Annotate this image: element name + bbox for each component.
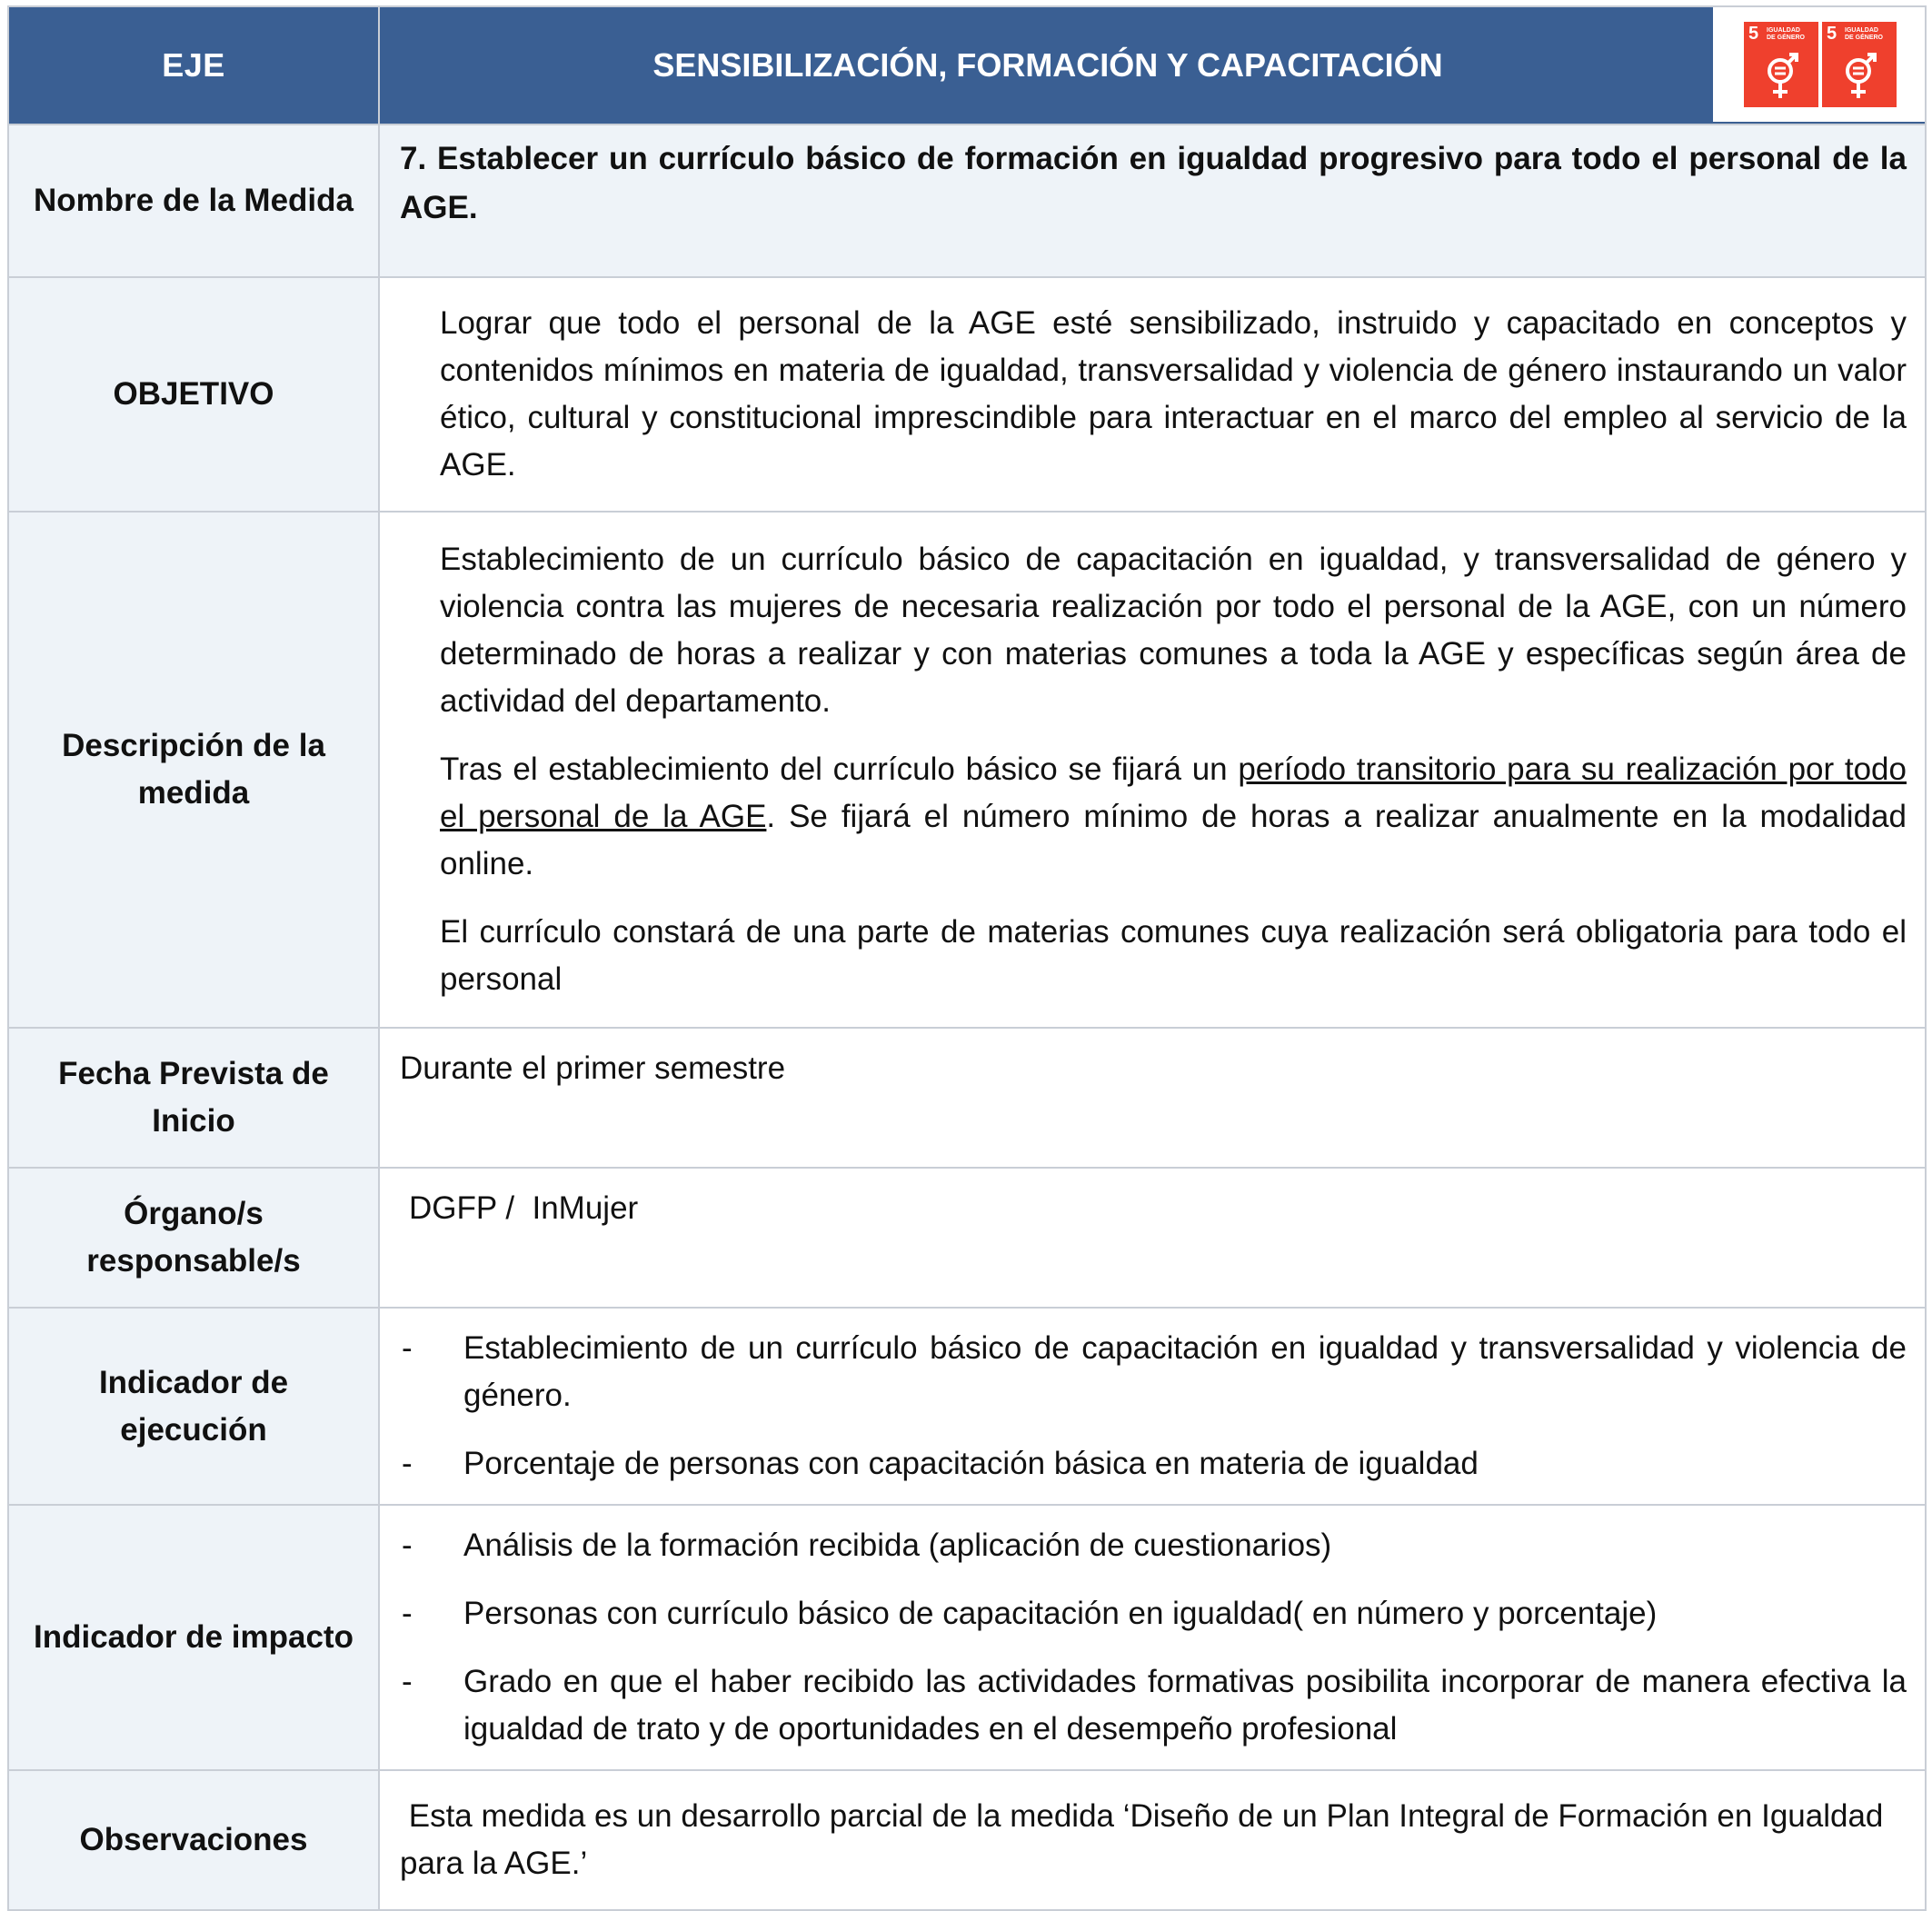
eje-header: EJE: [8, 6, 379, 124]
sdg-number: 5: [1748, 24, 1759, 44]
row-objetivo: [8, 277, 1926, 512]
list-item: - Establecimiento de un currículo básico de capacitación en igualdad y transversalidad y violencia de género.: [402, 1330, 1907, 1413]
measure-name: 7. Establecer un currículo básico de formación en igualdad progresivo para todo el personal de la AGE.: [379, 124, 1926, 277]
sdg-logos: [1713, 7, 1925, 122]
label-objetivo: OBJETIVO: [8, 277, 379, 512]
organo-value: DGFP / InMujer: [379, 1168, 1926, 1308]
label-nombre: Nombre de la Medida: [8, 124, 379, 277]
label-descripcion: Descripción de la medida: [8, 512, 379, 1028]
axis-header: [379, 6, 1926, 124]
descripcion-p2: Tras el establecimiento del currículo básico se fijará un período transitorio para su realización por todo el personal de la AGE. Se fijará el número mínimo de horas a realizar anualmente en la modalidad online.: [440, 751, 1907, 881]
objetivo-text: Lograr que todo el personal de la AGE esté sensibilizado, instruido y capacitado en conceptos y contenidos mínimos en materia de igualdad, transversalidad y violencia de género instaurando un valor ético, cultural y constitucional imprescindible para interactuar en el marco del empleo al servicio de la AGE.: [440, 305, 1907, 483]
gender-equality-icon: [1842, 51, 1878, 104]
label-indicador-impacto: Indicador de impacto: [8, 1505, 379, 1770]
measure-table: [7, 5, 1927, 1911]
row-organo: [8, 1168, 1926, 1308]
label-observaciones: Observaciones: [8, 1770, 379, 1910]
descripcion-p1: Establecimiento de un currículo básico de capacitación en igualdad, y transversalidad de género y violencia contra las mujeres de necesaria realización por todo el personal de la AGE, con un número determinado de horas a realizar y con materias comunes a toda la AGE y específicas según área de actividad del departamento.: [440, 542, 1907, 719]
row-nombre: [8, 124, 1926, 277]
label-fecha: Fecha Prevista de Inicio: [8, 1028, 379, 1168]
fecha-value: Durante el primer semestre: [379, 1028, 1926, 1168]
header-row: [8, 6, 1926, 124]
indicador-ejecucion-list: [379, 1308, 1926, 1505]
row-indicador-ejecucion: [8, 1308, 1926, 1505]
label-indicador-ejecucion: Indicador de ejecución: [8, 1308, 379, 1505]
sdg-number: 5: [1827, 24, 1837, 44]
list-item: - Análisis de la formación recibida (aplicación de cuestionarios): [402, 1528, 1332, 1563]
label-organo: Órgano/s responsable/s: [8, 1168, 379, 1308]
sdg-logo-2: [1822, 22, 1897, 107]
row-descripcion: [8, 512, 1926, 1028]
gender-equality-icon: [1764, 51, 1800, 104]
row-observaciones: [8, 1770, 1926, 1910]
sdg-logo-1: [1744, 22, 1818, 107]
measure-sheet: [7, 5, 1925, 1911]
row-indicador-impacto: [8, 1505, 1926, 1770]
descripcion-p3: El currículo constará de una parte de materias comunes cuya realización será obligatoria para todo el personal: [440, 914, 1907, 997]
objetivo-cell: [379, 277, 1926, 512]
indicador-impacto-list: [379, 1505, 1926, 1770]
descripcion-cell: [379, 512, 1926, 1028]
list-item: - Porcentaje de personas con capacitación básica en materia de igualdad: [402, 1446, 1479, 1481]
underlined-period: período transitorio para su realización por todo el personal de la AGE: [440, 751, 1907, 834]
observaciones-value: Esta medida es un desarrollo parcial de la medida ‘Diseño de un Plan Integral de Formación en Igualdad para la AGE.’: [379, 1770, 1926, 1910]
sdg-caption: IGUALDAD DE GÉNERO: [1845, 27, 1884, 41]
list-item: - Grado en que el haber recibido las actividades formativas posibilita incorporar de manera efectiva la igualdad de trato y de oportunidades en el desempeño profesional: [402, 1664, 1907, 1747]
axis-title: SENSIBILIZACIÓN, FORMACIÓN Y CAPACITACIÓN: [652, 46, 1443, 84]
row-fecha: [8, 1028, 1926, 1168]
list-item: - Personas con currículo básico de capacitación en igualdad( en número y porcentaje): [402, 1596, 1658, 1631]
sdg-caption: IGUALDAD DE GÉNERO: [1767, 27, 1806, 41]
